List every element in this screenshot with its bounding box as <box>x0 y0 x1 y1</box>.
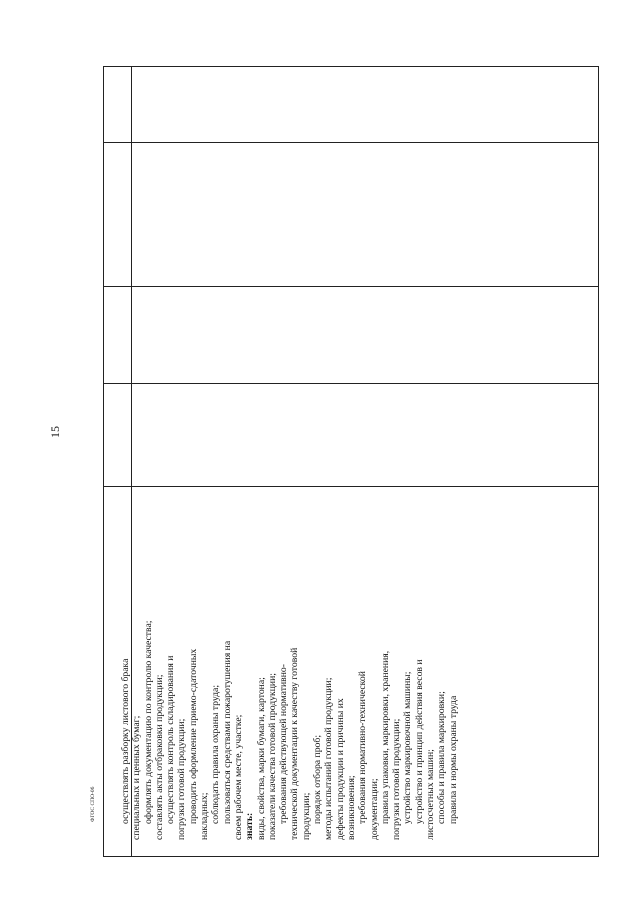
competence-line: методы испытаний готовой продукции; <box>323 677 335 840</box>
page-number: 15 <box>48 426 62 438</box>
table-row-divider-4 <box>103 486 599 487</box>
competence-line: специальных и ценных бумаг; <box>131 715 143 840</box>
competence-line: оформлять документацию по контролю качества; <box>142 620 154 824</box>
competence-line: продукции; <box>300 792 312 840</box>
competence-line: листосчетных машин; <box>425 749 437 840</box>
competence-text-block <box>120 490 459 840</box>
competence-line: показатели качества готовой продукции; <box>266 673 278 840</box>
competence-line: виды, свойства, марки бумаги, картона; <box>255 677 267 840</box>
competence-line: погрузки готовой продукции; <box>391 718 403 840</box>
competence-line: проводить оформление приемо-сдаточных <box>187 648 199 824</box>
competence-line: дефекты продукции и причины их <box>334 698 346 840</box>
table-row-divider-3 <box>103 383 599 384</box>
competence-line: соблюдать правила охраны труда; <box>210 684 222 824</box>
competence-line: погрузки готовой продукции; <box>176 718 188 840</box>
competence-line: способы и правила маркировки; <box>436 691 448 824</box>
competence-line: правила и нормы охраны труда <box>447 695 459 824</box>
competence-line: осуществлять разборку листового брака <box>120 658 131 824</box>
competence-line: правила упаковки, маркировки, хранения, <box>379 650 391 824</box>
competence-line: накладных; <box>199 792 211 840</box>
competence-line: знать: <box>244 812 256 840</box>
competence-line: документации; <box>368 778 380 840</box>
footer-code: ФГОС СПО-06 <box>90 786 96 822</box>
competence-line: устройство маркировочной машины; <box>402 671 414 824</box>
competence-line: требования действующей нормативно- <box>278 664 290 824</box>
competence-line: порядок отбора проб; <box>312 734 324 824</box>
competence-line: пользоваться средствами пожаротушения на <box>221 640 233 824</box>
competence-line: требования нормативно-технической <box>357 671 369 824</box>
competence-line: составлять акты отбраковки продукции; <box>153 674 165 840</box>
table-row-divider-2 <box>103 286 599 287</box>
competence-line: устройство и принцип действия весов и <box>413 659 425 824</box>
competence-line: возникновения; <box>345 775 357 840</box>
competence-line: технической документации к качеству готовой <box>289 647 301 840</box>
competence-line: своем рабочем месте, участке; <box>232 714 244 840</box>
table-row-divider-1 <box>103 142 599 143</box>
competence-line: осуществлять контроль складирования и <box>165 655 177 824</box>
